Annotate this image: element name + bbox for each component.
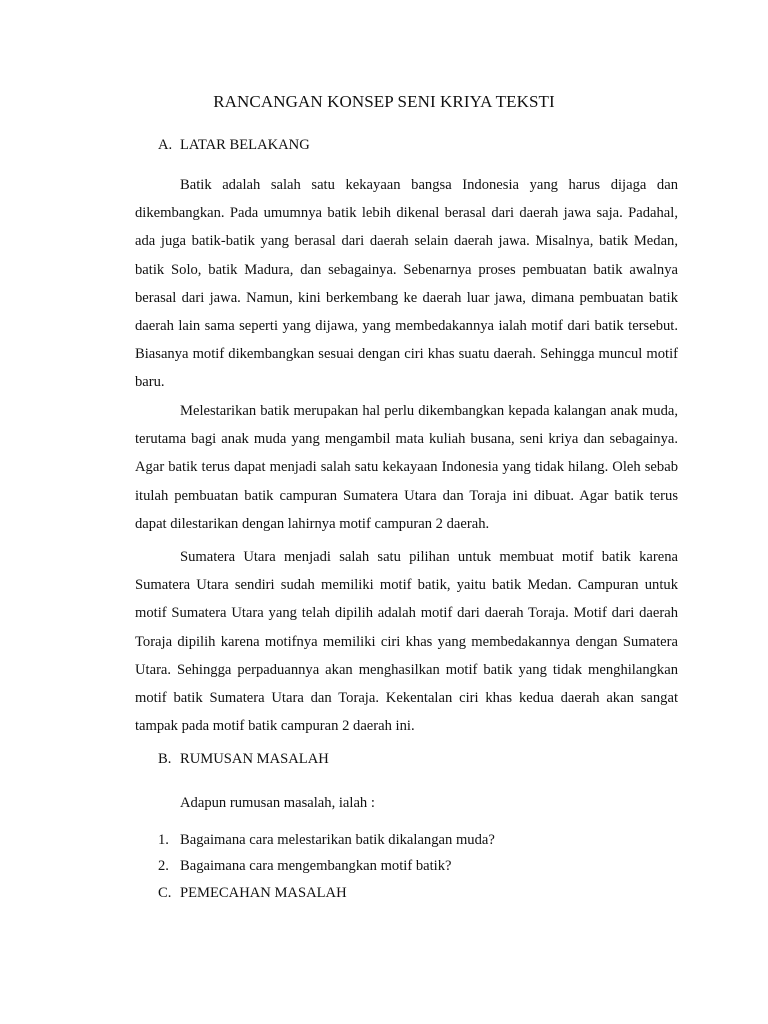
section-b-intro: Adapun rumusan masalah, ialah : bbox=[180, 795, 375, 811]
list-item-2-text: Bagaimana cara mengembangkan motif batik? bbox=[180, 858, 452, 874]
section-a-heading bbox=[158, 137, 310, 154]
paragraph-3: Sumatera Utara menjadi salah satu pilihan untuk membuat motif batik karena Sumatera Utara sendiri sudah memiliki motif batik, yaitu batik Medan. Campuran untuk motif Sumatera Utara yang telah dipilih adalah motif dari daerah Toraja. Motif dari daerah Toraja dipilih karena motifnya memiliki ciri khas yang membedakannya dengan Sumatera Utara. Sehingga perpaduannya akan menghasilkan motif batik yang tidak menghilangkan motif batik Sumatera Utara dan Toraja. Kekentalan ciri khas kedua daerah akan sangat tampak pada motif batik campuran 2 daerah ini. bbox=[135, 549, 678, 735]
list-item-1 bbox=[158, 832, 495, 849]
paragraph-1: Batik adalah salah satu kekayaan bangsa Indonesia yang harus dijaga dan dikembangkan. Pada umumnya batik lebih dikenal berasal dari daerah jawa saja. Padahal, ada juga batik-batik yang berasal dari daerah selain daerah jawa. Misalnya, batik Medan, batik Solo, batik Madura, dan sebagainya. Sebenarnya proses pembuatan batik awalnya berasal dari jawa. Namun, kini berkembang ke daerah luar jawa, dimana pembuatan batik daerah lain sama seperti yang dijawa, yang membedakannya ialah motif dari batik tersebut. Biasanya motif dikembangkan sesuai dengan ciri khas suatu daerah. Sehingga muncul motif baru. bbox=[135, 177, 678, 391]
section-b-heading-text: RUMUSAN MASALAH bbox=[180, 751, 329, 767]
section-c-marker: C. bbox=[158, 885, 172, 901]
list-item-1-text: Bagaimana cara melestarikan batik dikalangan muda? bbox=[180, 832, 495, 848]
list-item-2-marker: 2. bbox=[158, 858, 169, 874]
section-b-marker: B. bbox=[158, 751, 172, 767]
list-item-2 bbox=[158, 858, 452, 875]
paragraph-2: Melestarikan batik merupakan hal perlu dikembangkan kepada kalangan anak muda, terutama bagi anak muda yang mengambil mata kuliah busana, seni kriya dan sebagainya. Agar batik terus dapat menjadi salah satu kekayaan Indonesia yang tidak hilang. Oleh sebab itulah pembuatan batik campuran Sumatera Utara dan Toraja ini dibuat. Agar batik terus dapat dilestarikan dengan lahirnya motif campuran 2 daerah. bbox=[135, 403, 678, 532]
list-item-1-marker: 1. bbox=[158, 832, 169, 848]
document-title: RANCANGAN KONSEP SENI KRIYA TEKSTI bbox=[213, 92, 555, 111]
section-c-heading bbox=[158, 885, 347, 902]
section-a-marker: A. bbox=[158, 137, 173, 153]
section-b-heading bbox=[158, 751, 329, 768]
section-a-heading-text: LATAR BELAKANG bbox=[180, 137, 310, 153]
section-c-heading-text: PEMECAHAN MASALAH bbox=[180, 885, 347, 901]
